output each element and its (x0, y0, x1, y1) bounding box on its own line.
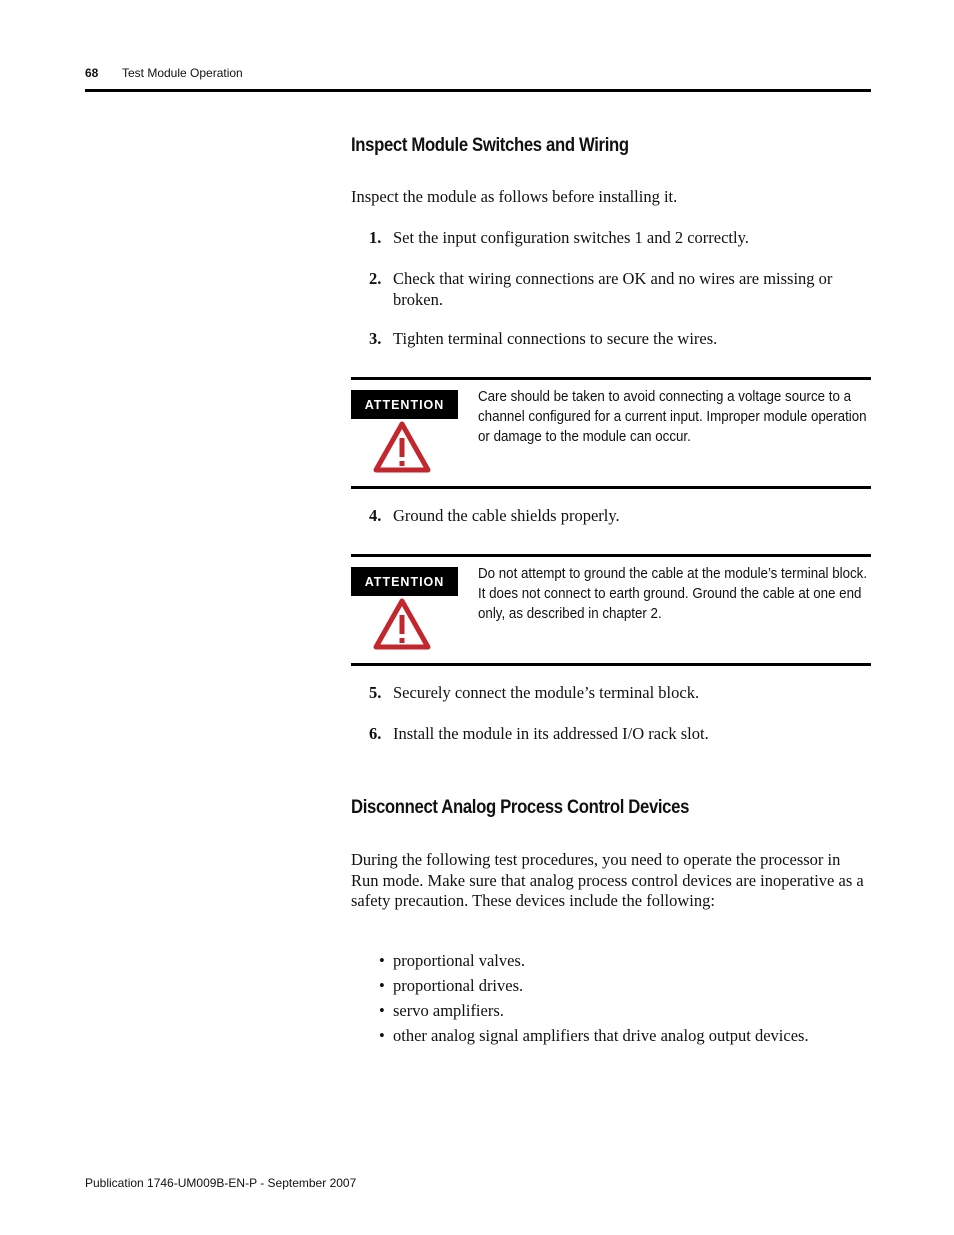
attention-label: ATTENTION (351, 567, 458, 596)
step-text: Securely connect the module’s terminal block. (393, 683, 700, 702)
header-rule (85, 89, 871, 92)
attention-text (478, 564, 870, 624)
list-item (379, 1001, 869, 1026)
bullet-icon: • (379, 951, 385, 970)
list-item-text: servo amplifiers. (393, 1001, 504, 1020)
step-number: 3. (369, 329, 382, 348)
section-heading-disconnect: Disconnect Analog Process Control Devices (351, 797, 690, 818)
section-intro: Inspect the module as follows before installing it. (351, 187, 678, 206)
list-item (379, 976, 869, 1001)
list-item-text: proportional drives. (393, 976, 524, 995)
bullet-list (379, 951, 869, 1051)
list-item-text: other analog signal amplifiers that drive analog output devices. (393, 1026, 809, 1045)
warning-triangle-icon (373, 421, 431, 473)
publication-footer: Publication 1746-UM009B-EN-P - September 2007 (85, 1176, 357, 1190)
list-item (379, 1026, 869, 1051)
step-text: Tighten terminal connections to secure the wires. (393, 329, 718, 348)
step-number: 1. (369, 228, 382, 247)
running-header (85, 66, 243, 80)
attention-text (478, 387, 870, 447)
attention-text-content: Do not attempt to ground the cable at the module’s terminal block. It does not connect to earth ground. Ground the cable at one end only, as described in chapter 2. (478, 566, 868, 622)
bullet-icon: • (379, 976, 385, 995)
step-text: Set the input configuration switches 1 and 2 correctly. (393, 228, 749, 247)
step-number: 6. (369, 724, 382, 743)
step-number: 2. (369, 269, 382, 288)
section-paragraph: During the following test procedures, you need to operate the processor in Run mode. Make sure that analog process control devices are inoperative as a safety precaution. These devices include the following: (351, 850, 864, 910)
attention-text-content: Care should be taken to avoid connecting a voltage source to a channel configured for a current input. Improper module operation or damage to the module can occur. (478, 389, 867, 445)
attention-rule-bottom (351, 486, 871, 489)
step-text: Ground the cable shields properly. (393, 506, 620, 525)
bullet-icon: • (379, 1026, 385, 1045)
warning-triangle-icon (373, 598, 431, 650)
attention-rule-bottom (351, 663, 871, 666)
attention-rule-top (351, 554, 871, 557)
bullet-icon: • (379, 1001, 385, 1020)
list-item-text: proportional valves. (393, 951, 525, 970)
attention-label: ATTENTION (351, 390, 458, 419)
step-text: Check that wiring connections are OK and no wires are missing or broken. (393, 269, 833, 309)
step-text: Install the module in its addressed I/O rack slot. (393, 724, 709, 743)
section-heading-inspect: Inspect Module Switches and Wiring (351, 135, 629, 156)
attention-rule-top (351, 377, 871, 380)
step-number: 5. (369, 683, 382, 702)
running-header-title: Test Module Operation (122, 66, 243, 80)
page-number: 68 (85, 66, 99, 80)
step-number: 4. (369, 506, 382, 525)
list-item (379, 951, 869, 976)
